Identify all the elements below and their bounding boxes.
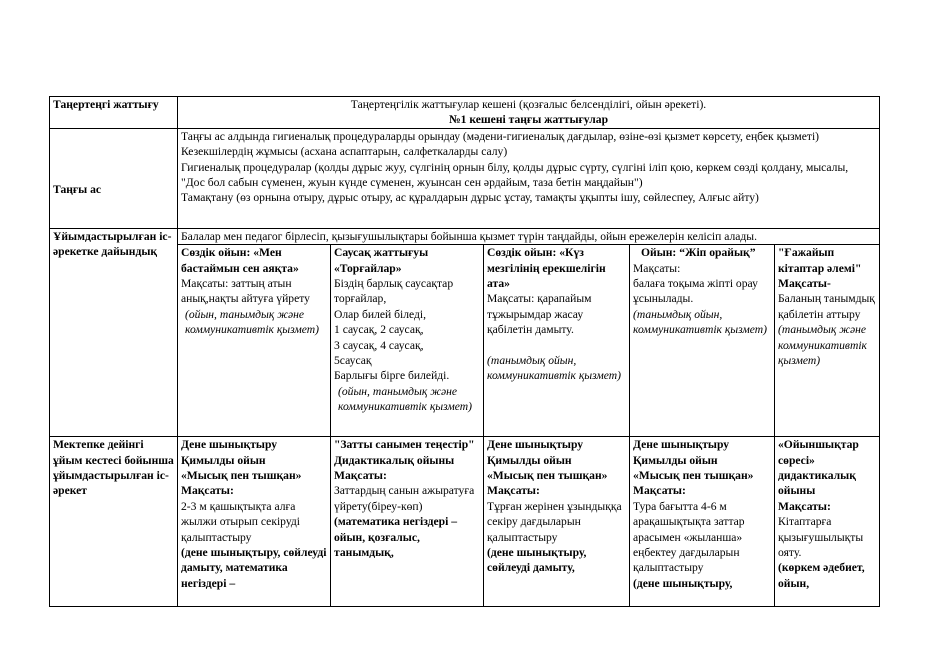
activity-tail: (дене шынықтыру, сөйлеуді дамыту, математика негіздері – xyxy=(181,546,327,590)
activity-line: 3 саусақ, 4 саусақ, xyxy=(334,338,424,352)
activity-tail: (дене шынықтыру, сөйлеуді дамыту, xyxy=(487,546,587,575)
activity-tail: (көркем әдебиет, ойын, xyxy=(778,561,865,590)
activity-body: 2-3 м қашықтықта алға жылжи отырып секіруді қалыптастыру xyxy=(181,499,301,544)
activity-head: «Мысық пен тышқан» xyxy=(633,469,754,483)
row-label-preparation xyxy=(50,228,178,436)
breakfast-line: Кезекшілердің жұмысы (асхана аспаптарын, салфеткаларды салу) xyxy=(181,145,508,159)
row-organized-activity xyxy=(50,437,880,607)
activity-head: Дене шынықтыру xyxy=(633,438,730,452)
activity-body: Кітаптарға қызығушылықты ояту. xyxy=(778,515,864,560)
activity-body: Заттардың санын ажыратуға үйрету(біреу-көп) xyxy=(334,484,475,513)
activity-head: Қимылды ойын xyxy=(633,453,718,467)
daily-plan-table xyxy=(49,96,880,607)
activity-line: Біздің барлық саусақтар торғайлар, xyxy=(334,277,454,306)
organized-activity-cell xyxy=(178,437,331,607)
activity-head: Мақсаты: xyxy=(487,484,540,498)
activity-title: Сөздік ойын: «Мен бастаймын сен аяқта» xyxy=(181,246,299,275)
activity-note: (танымдық ойын, коммуникативтік қызмет) xyxy=(633,307,768,337)
activity-title: Ойын: “Жіп орайық” xyxy=(641,246,756,260)
activity-head: Дене шынықтыру xyxy=(487,438,584,452)
activity-head: Қимылды ойын xyxy=(181,453,266,467)
activity-head: Қимылды ойын xyxy=(487,453,572,467)
activity-line: балаға тоқыма жіпті орау ұсынылады. xyxy=(633,277,758,306)
activity-note: (танымдық және коммуникативтік қызмет) xyxy=(778,323,867,368)
activity-tail: (дене шынықтыру, xyxy=(633,576,733,590)
activity-line: Мақсаты: xyxy=(633,261,681,275)
activity-cell xyxy=(484,245,630,437)
activity-cell xyxy=(331,245,484,437)
breakfast-line: Гигиеналық процедуралар (қолды дұрыс жуу, сүлгінің орнын білу, қолды дұрыс сүрту, сүлгіні іліп қою, көркем сөзді қолдану, мысалы, xyxy=(181,160,849,174)
breakfast-cell xyxy=(178,128,880,228)
activity-line: 5саусақ xyxy=(334,354,372,368)
activity-cell xyxy=(178,245,331,437)
activity-note: (ойын, танымдық және коммуникативтік қызмет) xyxy=(338,384,473,414)
activity-head: «Мысық пен тышқан» xyxy=(487,469,608,483)
activity-line: Мақсаты: қарапайым тұжырымдар жасау қабілетін дамыту. xyxy=(487,292,592,337)
label-text: Ұйымдастырылған іс-әрекетке дайындық xyxy=(53,229,172,259)
activity-body: Тұрған жерінен ұзындыққа секіру дағдыларын қалыптастыру xyxy=(487,499,622,544)
morning-exercise-subtitle: №1 кешені таңғы жаттығулар xyxy=(449,113,609,127)
activity-head: "Затты санымен теңестір" xyxy=(334,438,475,452)
activity-line: Баланың танымдық қабілетін аттыру xyxy=(778,292,875,321)
organized-activity-cell xyxy=(484,437,630,607)
row-preparation-intro xyxy=(50,228,880,244)
activity-title: Саусақ жаттығуы «Торғайлар» xyxy=(334,246,429,275)
activity-line: Олар билей біледі, xyxy=(334,307,427,321)
breakfast-line: Таңғы ас алдында гигиеналық процедураларды орындау (мәдени-гигиеналық дағдылар, өзіне-өзі қызмет көрсету, еңбек қызметі) xyxy=(181,129,820,143)
row-label-morning-exercise xyxy=(50,97,178,129)
activity-head: дидактикалық ойыны xyxy=(778,469,856,498)
organized-activity-cell xyxy=(331,437,484,607)
activity-head: «Ойыншықтар сөресі» xyxy=(778,438,859,467)
label-text: Мектепке дейінгі ұйым кестесі бойынша ұйымдастырылған іс-әрекет xyxy=(53,438,174,498)
label-text: Таңертеңгі жаттығу xyxy=(53,98,159,111)
morning-exercise-title: Таңертеңгілік жаттығулар кешені (қозғалыс белсенділігі, ойын әрекеті). xyxy=(350,98,707,111)
activity-cell xyxy=(630,245,775,437)
row-morning-exercise xyxy=(50,97,880,129)
row-label-organized-activity xyxy=(50,437,178,607)
activity-note: (ойын, танымдық және коммуникативтік қызмет) xyxy=(185,307,320,337)
label-text: Таңғы ас xyxy=(53,182,102,196)
activity-line: Мақсаты: заттың атын анық,нақты айтуға үйрету xyxy=(181,277,310,306)
breakfast-line: "Дос бол сабын сүменен, жуын күнде сүменен, жуынсан сен әрдайым, таза бетін маңдайын") xyxy=(181,176,643,190)
activity-body: Тура бағытта 4-6 м арақашықтықта заттар арасымен «жыланша» еңбектеу дағдыларын қалыптастыру xyxy=(633,499,745,575)
organized-activity-cell xyxy=(630,437,775,607)
activity-note: (танымдық ойын, коммуникативтік қызмет) xyxy=(487,353,622,383)
activity-head: Дидактикалық ойыны xyxy=(334,453,455,467)
activity-head: Мақсаты: xyxy=(633,484,686,498)
activity-title: "Ғажайып кітаптар әлемі" xyxy=(778,246,862,275)
breakfast-line: Тамақтану (өз орнына отыру, дұрыс отыру, ас құралдарын дұрыс ұстау, тамақты ұқыпты ішу, сөйлеспеу, Алғыс айту) xyxy=(181,191,759,205)
row-breakfast xyxy=(50,128,880,228)
activity-head: Дене шынықтыру xyxy=(181,438,278,452)
activity-line: Барлығы бірге билейді. xyxy=(334,369,450,383)
organized-activity-cell xyxy=(775,437,880,607)
preparation-intro-cell xyxy=(178,228,880,244)
activity-head: Мақсаты: xyxy=(334,469,387,483)
activity-head: «Мысық пен тышқан» xyxy=(181,469,302,483)
activity-cell xyxy=(775,245,880,437)
activity-line: Мақсаты- xyxy=(778,277,831,291)
activity-line: 1 саусақ, 2 саусақ, xyxy=(334,323,424,337)
activity-head: Мақсаты: xyxy=(778,499,831,513)
activity-tail: (математика негіздері – ойын, қозғалыс, танымдық, xyxy=(334,515,458,560)
morning-exercise-cell xyxy=(178,97,880,129)
preparation-intro-text: Балалар мен педагог бірлесіп, қызығушылықтары бойынша қызмет түрін таңдайды, ойын ережелерін келісіп алады. xyxy=(181,229,757,243)
activity-title: Сөздік ойын: «Күз мезгілінің ерекшелігін ата» xyxy=(487,246,606,291)
row-label-breakfast xyxy=(50,128,178,228)
activity-head: Мақсаты: xyxy=(181,484,234,498)
